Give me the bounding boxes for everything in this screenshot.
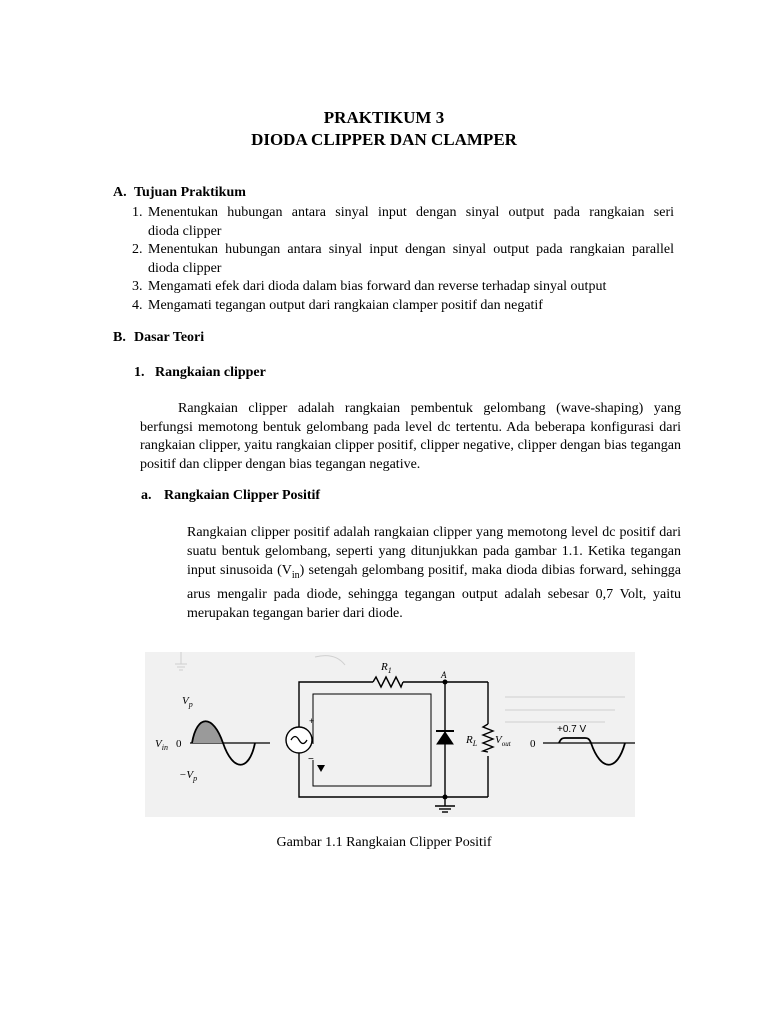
list-item-text: Mengamati tegangan output dari rangkaian clamper positif dan negatif <box>148 297 543 313</box>
figure-caption: Gambar 1.1 Rangkaian Clipper Positif <box>276 835 492 850</box>
list-item-text: Menentukan hubungan antara sinyal input dengan sinyal output pada rangkaian seri <box>148 205 674 220</box>
paragraph-text: Rangkaian clipper positif adalah rangkaian clipper yang memotong level dc positif dari suatu bentuk gelombang, seperti yang ditunjukkan pada gambar 1.1. Ketika tegangan input sinusoida (V <box>187 525 681 578</box>
subsection-1-heading: Rangkaian clipper <box>155 365 266 380</box>
section-b-label: B. <box>113 330 126 345</box>
clipper-circuit-figure <box>145 652 635 817</box>
output-zero-label: 0 <box>530 738 536 750</box>
page-title-line2: DIODA CLIPPER DAN CLAMPER <box>251 130 517 149</box>
list-item-text: Menentukan hubungan antara sinyal input dengan sinyal output pada rangkaian parallel <box>148 242 674 257</box>
page-title-line1: PRAKTIKUM 3 <box>323 108 445 127</box>
vin-label: $V_{in}$ <box>155 738 168 752</box>
subsection-a-label: a. <box>141 488 152 503</box>
vp-label: $V_p$ <box>182 695 193 709</box>
clip-level-label: +0.7 V <box>557 724 587 735</box>
node-a-label: A <box>441 670 447 680</box>
aims-list <box>132 204 674 315</box>
section-b-heading: Dasar Teori <box>134 330 205 345</box>
list-item <box>132 297 674 316</box>
list-item-number: 1. <box>132 205 143 220</box>
list-item-text-continued: dioda clipper <box>148 223 222 239</box>
r1-label: $R_1$ <box>381 661 392 675</box>
list-item-number: 4. <box>132 297 143 313</box>
list-item-number: 3. <box>132 279 143 294</box>
list-item-text: Mengamati efek dari dioda dalam bias forward dan reverse terhadap sinyal output <box>148 279 607 294</box>
list-item-number: 2. <box>132 242 143 257</box>
input-zero-label: 0 <box>176 738 182 750</box>
list-item <box>132 278 674 297</box>
section-a-label: A. <box>113 185 127 200</box>
paragraph-clipper: Rangkaian clipper adalah rangkaian pembentuk gelombang (wave-shaping) yang berfungsi memotong bentuk gelombang pada level dc tertentu. Ada beberapa konfigurasi dari rangkaian clipper, yaitu rangkaian clipper positif, clipper negative, clipper dengan bias tegangan positif dan clipper dengan bias tegangan negative. <box>140 401 681 472</box>
list-item <box>132 204 674 241</box>
subsection-a-heading: Rangkaian Clipper Positif <box>164 488 321 503</box>
vin-subscript: in <box>291 569 300 581</box>
paragraph-text-continued: ) setengah gelombang positif, maka dioda dibias forward, sehingga arus mengalir pada diode, sehingga tegangan output adalah sebesar 0,7 Volt, yaitu merupakan tegangan barier dari diode. <box>187 563 681 621</box>
rl-label: $R_L$ <box>466 734 478 748</box>
subsection-1-label: 1. <box>134 365 145 380</box>
paragraph-clipper-positif <box>187 523 681 623</box>
section-a-heading: Tujuan Praktikum <box>134 185 246 200</box>
list-item-text-continued: dioda clipper <box>148 260 222 276</box>
node-a-dot <box>443 680 448 685</box>
source-plus-label: + <box>309 716 315 726</box>
vout-label: $V_{out}$ <box>495 734 511 748</box>
source-minus-label: − <box>308 754 314 765</box>
list-item <box>132 241 674 278</box>
neg-vp-label: $-V_p$ <box>179 769 198 783</box>
